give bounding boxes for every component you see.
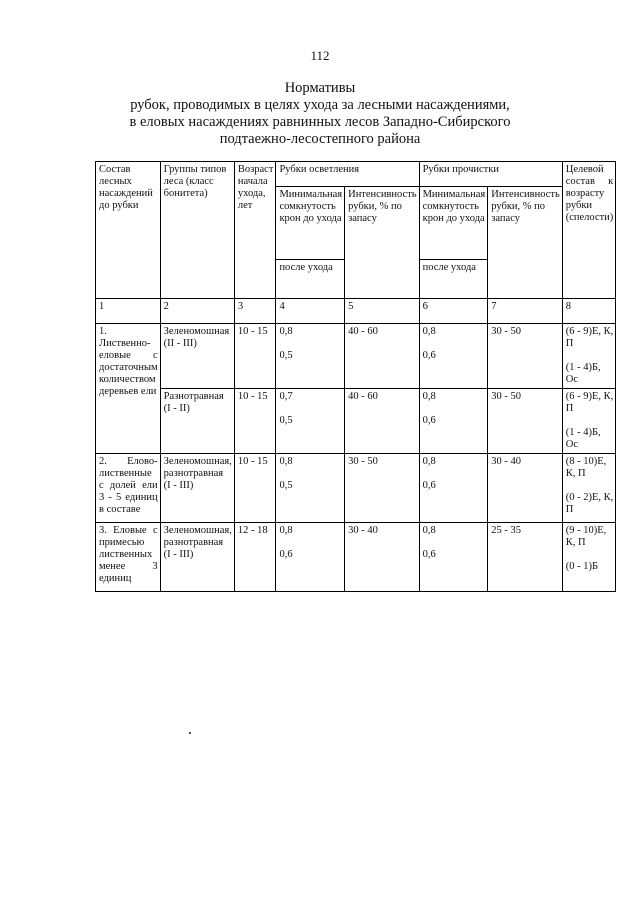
target-secondary: (1 - 4)Б, Ос [565,362,601,385]
header-intensity-cleaning: Интенсивность рубки, % по запасу [488,187,562,299]
age-cell: 10 - 15 [234,324,276,389]
header-composition: Состав лесных насаждений до рубки [96,162,161,299]
target-primary: (6 - 9)Е, К, П [565,391,614,414]
min-after-value: 0,6 [422,350,436,361]
target-cell [562,389,616,454]
header-after-care-lightening: после ухода [276,260,345,299]
min-density-lightening-cell [276,324,345,389]
min-after-value: 0,6 [279,549,293,560]
column-number: 5 [345,299,419,324]
target-secondary: (0 - 1)Б [565,561,599,572]
header-row [96,162,616,187]
header-after-care-cleaning: после ухода [419,260,488,299]
target-cell [562,324,616,389]
header-groups: Группы типов леса (класс бонитета) [160,162,234,299]
table-row [96,324,616,389]
title-line: подтаежно-лесостепного района [219,131,421,147]
norms-table [95,161,616,592]
table-row [96,454,616,523]
min-after-value: 0,5 [279,350,293,361]
title-line: в еловых насаждениях равнинных лесов Западно-Сибирского [129,114,511,130]
min-after-value: 0,6 [422,415,436,426]
page-number: 112 [310,48,330,63]
composition-cell: 1. Лиственно-еловые с достаточным количеством деревьев ели [96,324,161,454]
min-before-value: 0,7 [279,391,293,402]
column-number: 7 [488,299,562,324]
min-before-value: 0,8 [279,456,293,467]
intensity-lightening-cell: 40 - 60 [345,324,419,389]
age-cell: 10 - 15 [234,389,276,454]
group-cell: Зеленомошная, разнотравная (I - III) [160,454,234,523]
min-density-cleaning-cell [419,454,488,523]
target-secondary: (0 - 2)Е, К, П [565,492,614,515]
intensity-lightening-cell: 40 - 60 [345,389,419,454]
header-lightening: Рубки осветления [276,162,419,187]
header-intensity-lightening: Интенсивность рубки, % по запасу [345,187,419,299]
column-number: 3 [234,299,276,324]
table-row [96,523,616,592]
min-after-value: 0,5 [279,480,293,491]
target-primary: (6 - 9)Е, К, П [565,326,614,349]
min-after-value: 0,6 [422,549,436,560]
target-cell [562,454,616,523]
column-numbers-row [96,299,616,324]
min-density-cleaning-cell [419,324,488,389]
min-before-value: 0,8 [422,456,436,467]
min-after-value: 0,5 [279,415,293,426]
title-line: Нормативы [284,80,356,96]
age-cell: 10 - 15 [234,454,276,523]
column-number: 6 [419,299,488,324]
min-density-lightening-cell [276,523,345,592]
min-before-value: 0,8 [422,391,436,402]
group-cell: Зеленомошная (II - III) [160,324,234,389]
column-number: 1 [96,299,161,324]
target-secondary: (1 - 4)Б, Ос [565,427,601,450]
intensity-cleaning-cell: 30 - 50 [488,324,562,389]
group-cell: Зеленомошная, разнотравная (I - III) [160,523,234,592]
composition-cell: 3. Еловые с примесью лиственных менее 3 единиц [96,523,161,592]
min-before-value: 0,8 [422,326,436,337]
min-before-value: 0,8 [279,525,293,536]
scan-speck [189,732,191,734]
min-density-cleaning-cell [419,523,488,592]
min-before-value: 0,8 [279,326,293,337]
target-primary: (8 - 10)Е, К, П [565,456,607,479]
intensity-lightening-cell: 30 - 50 [345,454,419,523]
group-cell: Разнотравная (I - II) [160,389,234,454]
header-cleaning: Рубки прочистки [419,162,562,187]
min-density-lightening-cell [276,389,345,454]
target-primary: (9 - 10)Е, К, П [565,525,607,548]
column-number: 4 [276,299,345,324]
column-number: 2 [160,299,234,324]
header-min-density-lightening: Минимальная сомкнутость крон до ухода [276,187,345,260]
header-age: Возраст начала ухода, лет [234,162,276,299]
intensity-lightening-cell: 30 - 40 [345,523,419,592]
min-density-lightening-cell [276,454,345,523]
min-density-cleaning-cell [419,389,488,454]
header-target: Целевой состав к возрасту рубки (спелости) [562,162,616,299]
age-cell: 12 - 18 [234,523,276,592]
column-number: 8 [562,299,616,324]
intensity-cleaning-cell: 30 - 50 [488,389,562,454]
target-cell [562,523,616,592]
document-title [0,80,640,148]
intensity-cleaning-cell: 25 - 35 [488,523,562,592]
title-line: рубок, проводимых в целях ухода за лесными насаждениями, [130,97,510,113]
composition-cell: 2. Елово-лиственные с долей ели 3 - 5 единиц в составе [96,454,161,523]
intensity-cleaning-cell: 30 - 40 [488,454,562,523]
min-before-value: 0,8 [422,525,436,536]
min-after-value: 0,6 [422,480,436,491]
table-row [96,389,616,454]
header-min-density-cleaning: Минимальная сомкнутость крон до ухода [419,187,488,260]
